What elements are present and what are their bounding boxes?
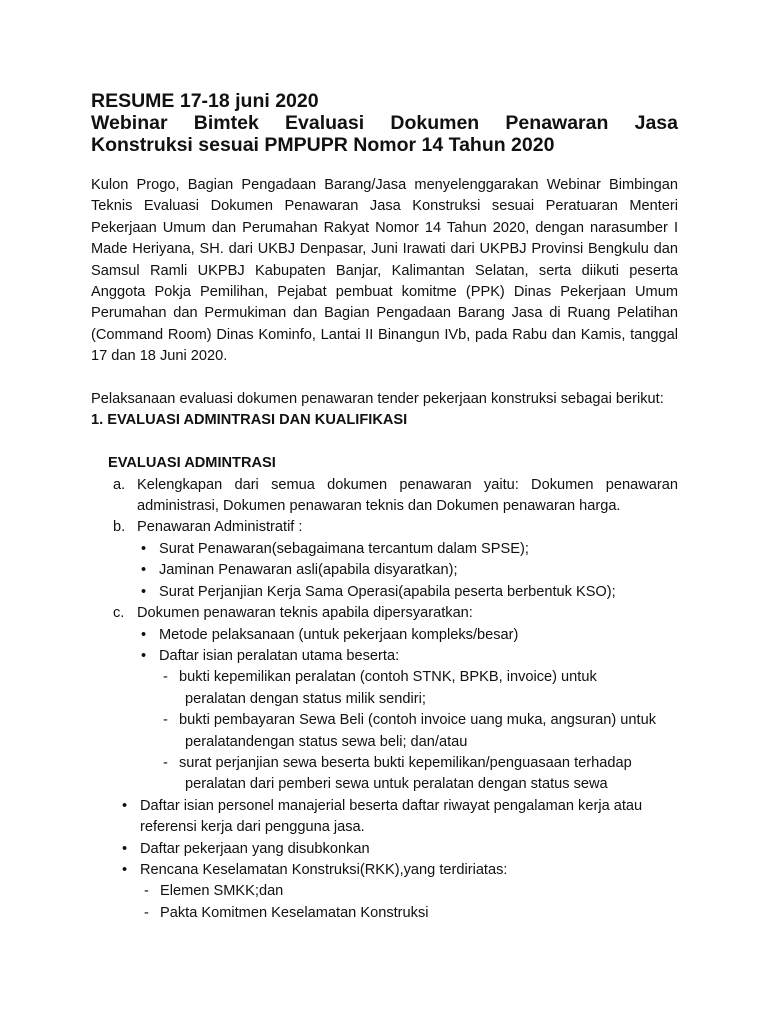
document-body [91,175,678,924]
dash-icon: - [163,754,168,771]
section-heading: 1. EVALUASI ADMINTRASI DAN KUALIFIKASI [91,412,408,429]
dash-icon: - [144,883,149,900]
bullet-item: • Daftar isian personel manajerial beserta daftar riwayat pengalaman kerja atau referensi kerja dari pengguna jasa. [122,797,643,836]
bullet-item: • Jaminan Penawaran asli(apabila disyaratkan); [137,560,678,581]
list-item-text: Kelengkapan dari semua dokumen penawaran yaitu: Dokumen penawaran administrasi, Dokumen penawaran teknis dan Dokumen penawaran harga. [137,476,678,515]
bullet-item: • Surat Penawaran(sebagaimana tercantum dalam SPSE); [137,539,678,560]
dash-icon: - [163,669,168,686]
bullet-icon: • [141,583,147,600]
subsection-heading: EVALUASI ADMINTRASI [108,455,276,472]
document-title [91,90,678,156]
dash-item: - bukti pembayaran Sewa Beli (contoh invoice uang muka, angsuran) untuk peralatandengan status sewa beli; dan/atau [163,712,657,750]
bullet-icon: • [122,861,128,878]
title-line-3: Konstruksi sesuai PMPUPR Nomor 14 Tahun 2020 [91,134,555,156]
dash-item: - Pakta Komitmen Keselamatan Konstruksi [140,903,678,924]
bullet-icon: • [141,562,147,579]
list-item-text: Dokumen penawaran teknis apabila dipersyaratkan: [137,605,473,622]
bullet-icon: • [122,840,128,857]
bullet-icon: • [141,626,147,643]
bullet-icon: • [122,797,128,814]
dash-item: - surat perjanjian sewa beserta bukti kepemilikan/penguasaan terhadap peralatan dari pemberi sewa untuk peralatan dengan status sewa [163,754,632,793]
title-line-1: RESUME 17-18 juni 2020 [91,90,319,112]
bullet-icon: • [141,647,147,664]
list-marker: b. [113,519,126,536]
dash-list [140,881,678,924]
bullet-item: • Daftar isian peralatan utama beserta: - bukti kepemilikan peralatan (contoh STNK, BPKB, invoice) untuk peralatan dengan status milik sendiri; - bukti pembayaran Sewa Beli (contoh invoice uang muka, angsuran) untuk peralatandengan status sewa beli; dan/atau - surat perjanjian sewa beserta bukti kepemilikan/penguasaan terhadap peralatan dari pemberi sewa untuk peralatan dengan status sewa [137,646,678,796]
dash-item: - Elemen SMKK;dan [140,881,678,902]
bullet-item: • Surat Perjanjian Kerja Sama Operasi(apabila peserta berbentuk KSO); [137,582,678,603]
bullet-item: • Metode pelaksanaan (untuk pekerjaan kompleks/besar) [137,625,678,646]
intro-paragraph: Kulon Progo, Bagian Pengadaan Barang/Jasa menyelenggarakan Webinar Bimbingan Teknis Evaluasi Dokumen Penawaran Jasa Konstruksi sesuai Peratuaran Menteri Pekerjaan Umum dan Perumahan Rakyat Nomor 14 Tahun 2020, dengan narasumber I Made Heriyana, SH. dari UKBJ Denpasar, Juni Irawati dari UKPBJ Provinsi Bengkulu dan Samsul Ramli UKPBJ Kabupaten Banjar, Kalimantan Selatan, serta diikuti peserta Anggota Pokja Pemilihan, Pejabat pembuat komitme (PPK) Dinas Pekerjaan Umum Perumahan dan Permukiman dan Bagian Pengadaan Barang Jasa di Ruang Pelatihan (Command Room) Dinas Kominfo, Lantai II Binangun IVb, pada Rabu dan Kamis, tanggal 17 dan 18 Juni 2020. [91,177,678,365]
alpha-list [91,475,678,925]
list-item-a [91,475,678,518]
dash-icon: - [163,712,168,729]
list-marker: c. [113,605,125,622]
second-paragraph: Pelaksanaan evaluasi dokumen penawaran tender pekerjaan konstruksi sebagai berikut: [91,391,664,408]
title-line-2: Webinar Bimtek Evaluasi Dokumen Penawaran Jasa [91,112,678,134]
bullet-list [137,539,678,603]
bullet-item: • Rencana Keselamatan Konstruksi(RKK),yang terdiriatas: - Elemen SMKK;dan - Pakta Komitmen Keselamatan Konstruksi [118,860,678,924]
list-marker: a. [113,476,126,493]
dash-icon: - [144,904,149,921]
bullet-list [137,625,678,796]
bullet-item: • Daftar pekerjaan yang disubkonkan [118,839,678,860]
list-item-b [91,517,678,603]
dash-list [159,667,678,795]
dash-item: - bukti kepemilikan peralatan (contoh STNK, BPKB, invoice) untuk peralatan dengan status milik sendiri; [163,669,597,707]
list-item-text: Penawaran Administratif : [137,519,303,536]
list-item-c [91,603,678,924]
bullet-list [122,796,678,924]
bullet-icon: • [141,540,147,557]
